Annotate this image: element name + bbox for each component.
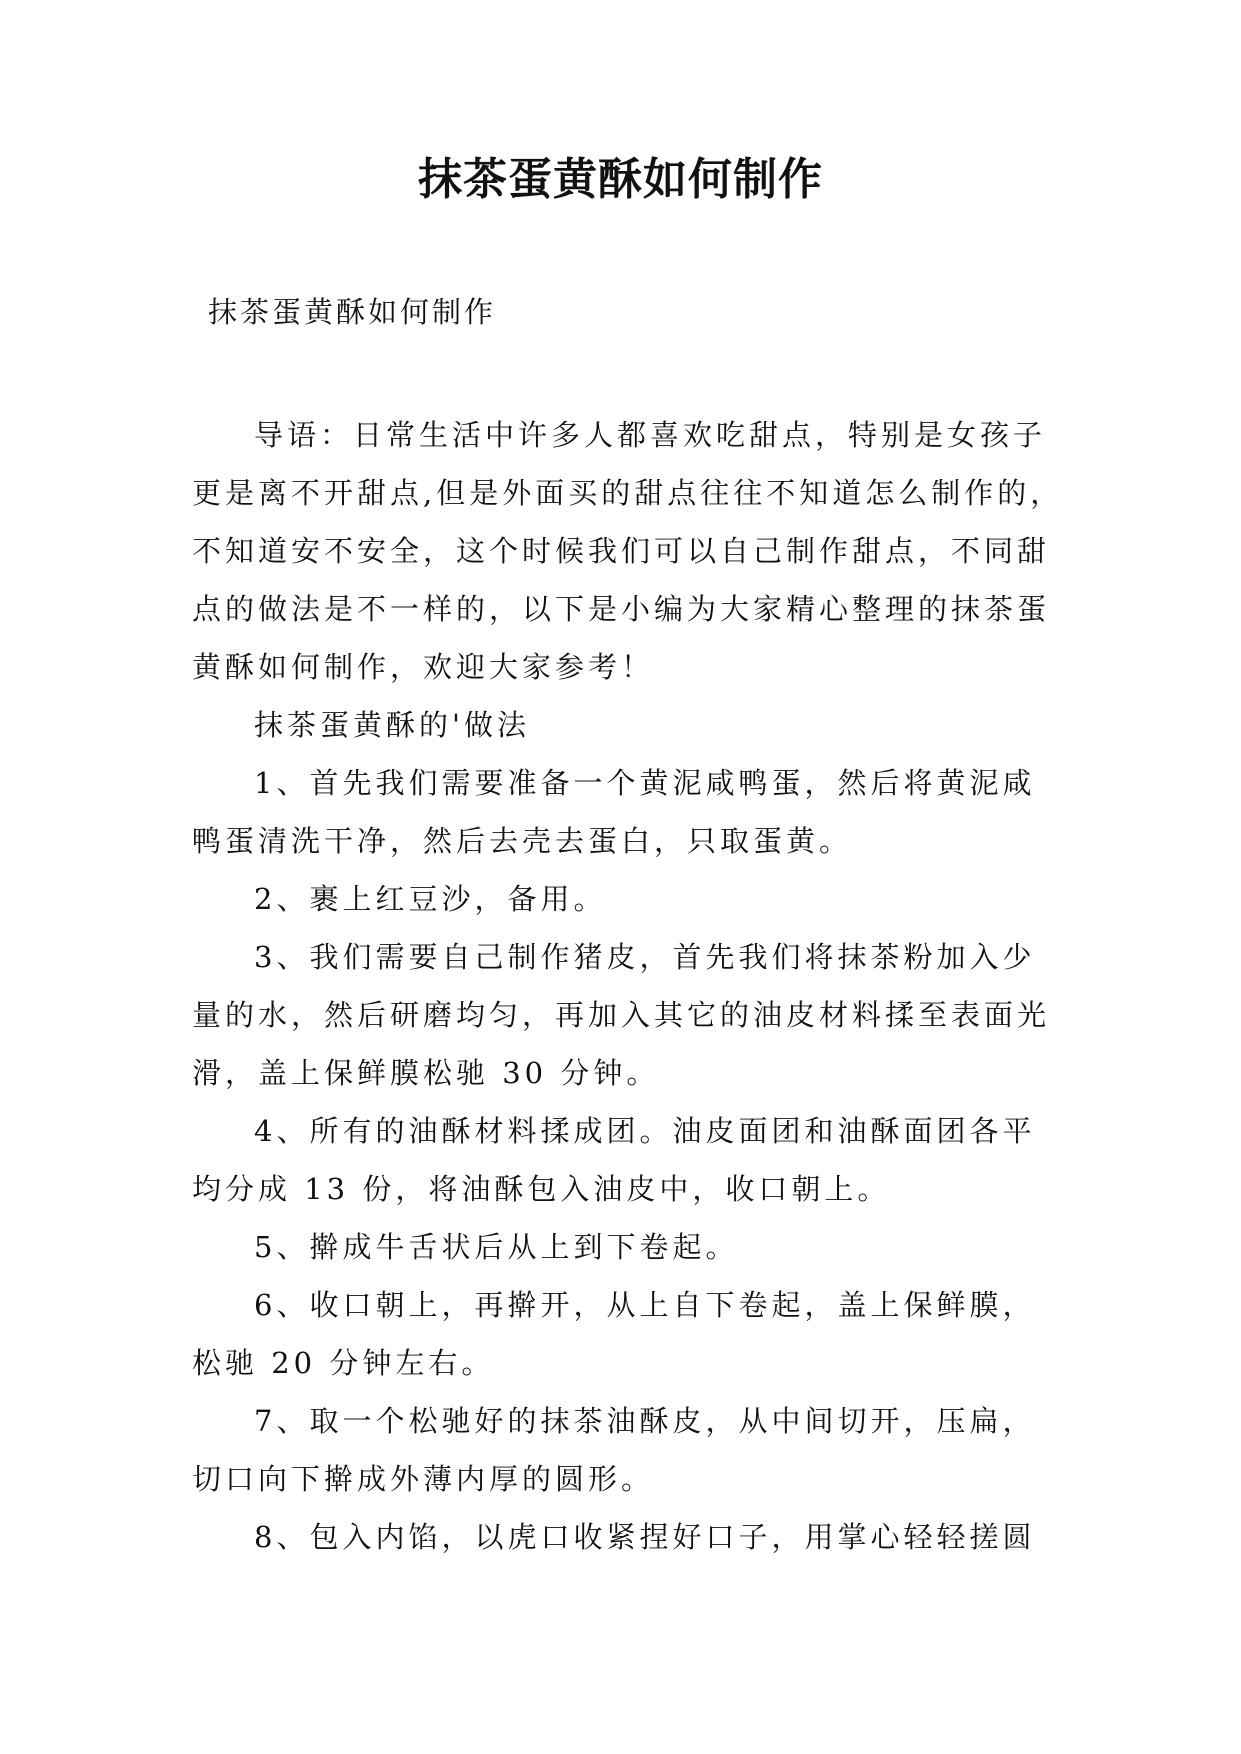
text-line: 更是离不开甜点,但是外面买的甜点往往不知道怎么制作的， [192,476,1064,510]
text-line: 3、我们需要自己制作猪皮，首先我们将抹茶粉加入少 [254,940,1036,974]
document-body [192,406,1064,1566]
page-title: 抹茶蛋黄酥如何制作 [418,154,823,205]
text-line: 导语：日常生活中许多人都喜欢吃甜点，特别是女孩子 [254,418,1047,452]
text-line: 滑，盖上保鲜膜松驰 30 分钟。 [192,1056,660,1090]
text-line: 量的水，然后研磨均匀，再加入其它的油皮材料揉至表面光 [192,998,1051,1032]
document-subtitle: 抹茶蛋黄酥如何制作 [208,295,497,329]
text-line: 8、包入内馅，以虎口收紧捏好口子，用掌心轻轻搓圆 [254,1520,1036,1554]
text-line: 切口向下擀成外薄内厚的圆形。 [192,1462,655,1496]
text-line: 均分成 13 份，将油酥包入油皮中，收口朝上。 [192,1172,891,1206]
text-line: 2、裹上红豆沙，备用。 [254,882,607,916]
text-line: 1、首先我们需要准备一个黄泥咸鸭蛋，然后将黄泥咸 [254,766,1036,800]
text-line: 鸭蛋清洗干净，然后去壳去蛋白，只取蛋黄。 [192,824,853,858]
text-line: 松驰 20 分钟左右。 [192,1346,495,1380]
text-line: 抹茶蛋黄酥的'做法 [254,708,530,742]
text-line: 点的做法是不一样的，以下是小编为大家精心整理的抹茶蛋 [192,592,1051,626]
text-line: 4、所有的油酥材料揉成团。油皮面团和油酥面团各平 [254,1114,1036,1148]
text-line: 5、擀成牛舌状后从上到下卷起。 [254,1230,739,1264]
text-line: 不知道安不安全，这个时候我们可以自己制作甜点，不同甜 [192,534,1051,568]
text-line: 7、取一个松驰好的抹茶油酥皮，从中间切开，压扁， [254,1404,1036,1438]
text-line: 6、收口朝上，再擀开，从上自下卷起，盖上保鲜膜， [254,1288,1036,1322]
text-line: 黄酥如何制作，欢迎大家参考！ [192,650,655,684]
